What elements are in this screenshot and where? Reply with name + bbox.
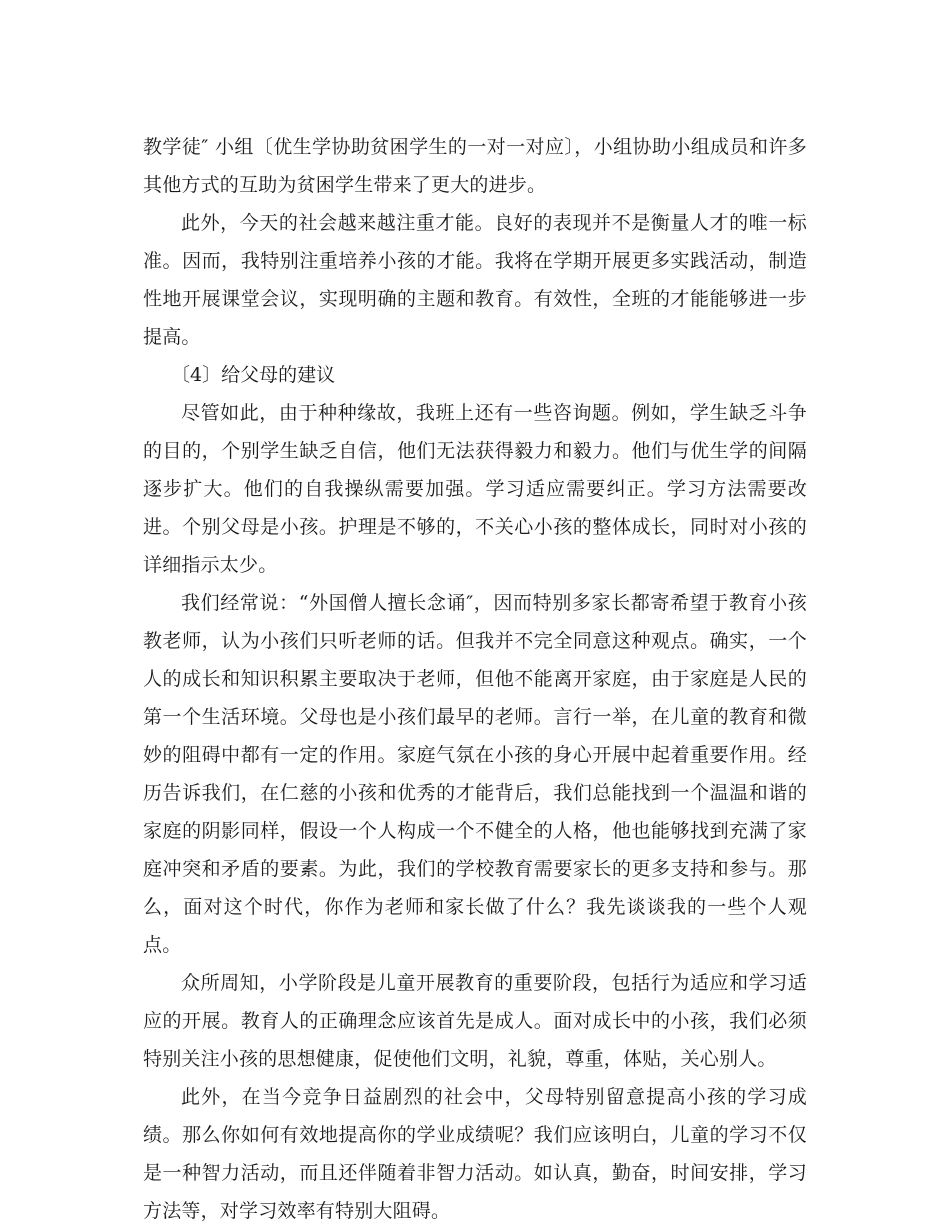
section-heading-parent-advice: 〔4〕给父母的建议 [171, 364, 336, 386]
paragraph-family-role: 我们经常说：“外国僧人擅长念诵″，因而特别多家长都寄希望于教育小孩教老师，认为小孩们只听老师的话。但我并不完全同意这种观点。确实，一个人的成长和知识积累主要取决于老师，但他不能离开家庭，由于家庭是人民的第一个生活环境。父母也是小孩们最早的老师。言行一举，在儿童的教育和微妙的阻碍中都有一定的作用。家庭气氛在小孩的身心开展中起着重要作用。经历告诉我们，在仁慈的小孩和优秀的才能背后，我们总能找到一个温温和谐的家庭的阴影同样，假设一个人构成一个不健全的人格，他也能够找到充满了家庭冲突和矛盾的要素。为此，我们的学校教育需要家长的更多支持和参与。那么，面对这个时代，你作为老师和家长做了什么？我先谈谈我的一些个人观点。 [143, 592, 807, 956]
paragraph-continuation: 教学徒″ 小组〔优生学协助贫困学生的一对一对应〕，小组协助小组成员和许多其他方式的互助为贫困学生带来了更大的进步。 [143, 136, 807, 196]
paragraph-primary-stage: 众所周知，小学阶段是儿童开展教育的重要阶段，包括行为适应和学习适应的开展。教育人的正确理念应该首先是成人。面对成长中的小孩，我们必须特别关注小孩的思想健康，促使他们文明，礼貌，尊重，体贴，关心别人。 [143, 972, 807, 1070]
paragraph-class-problems: 尽管如此，由于种种缘故，我班上还有一些咨询题。例如，学生缺乏斗争的目的，个别学生缺乏自信，他们无法获得毅力和毅力。他们与优生学的间隔逐步扩大。他们的自我操纵需要加强。学习适应需要纠正。学习方法需要改进。个别父母是小孩。护理是不够的，不关心小孩的整体成长，同时对小孩的详细指示太少。 [143, 402, 807, 576]
paragraph-study-performance: 此外，在当今竞争日益剧烈的社会中，父母特别留意提高小孩的学习成绩。那么你如何有效地提高你的学业成绩呢？我们应该明白，儿童的学习不仅是一种智力活动，而且还伴随着非智力活动。如认真，勤奋，时间安排，学习方法等，对学习效率有特别大阻碍。 [143, 1086, 807, 1222]
paragraph-talent: 此外，今天的社会越来越注重才能。良好的表现并不是衡量人才的唯一标准。因而，我特别注重培养小孩的才能。我将在学期开展更多实践活动，制造性地开展课堂会议，实现明确的主题和教育。有效性，全班的才能能够进一步提高。 [143, 212, 807, 348]
body-text [143, 128, 807, 1230]
